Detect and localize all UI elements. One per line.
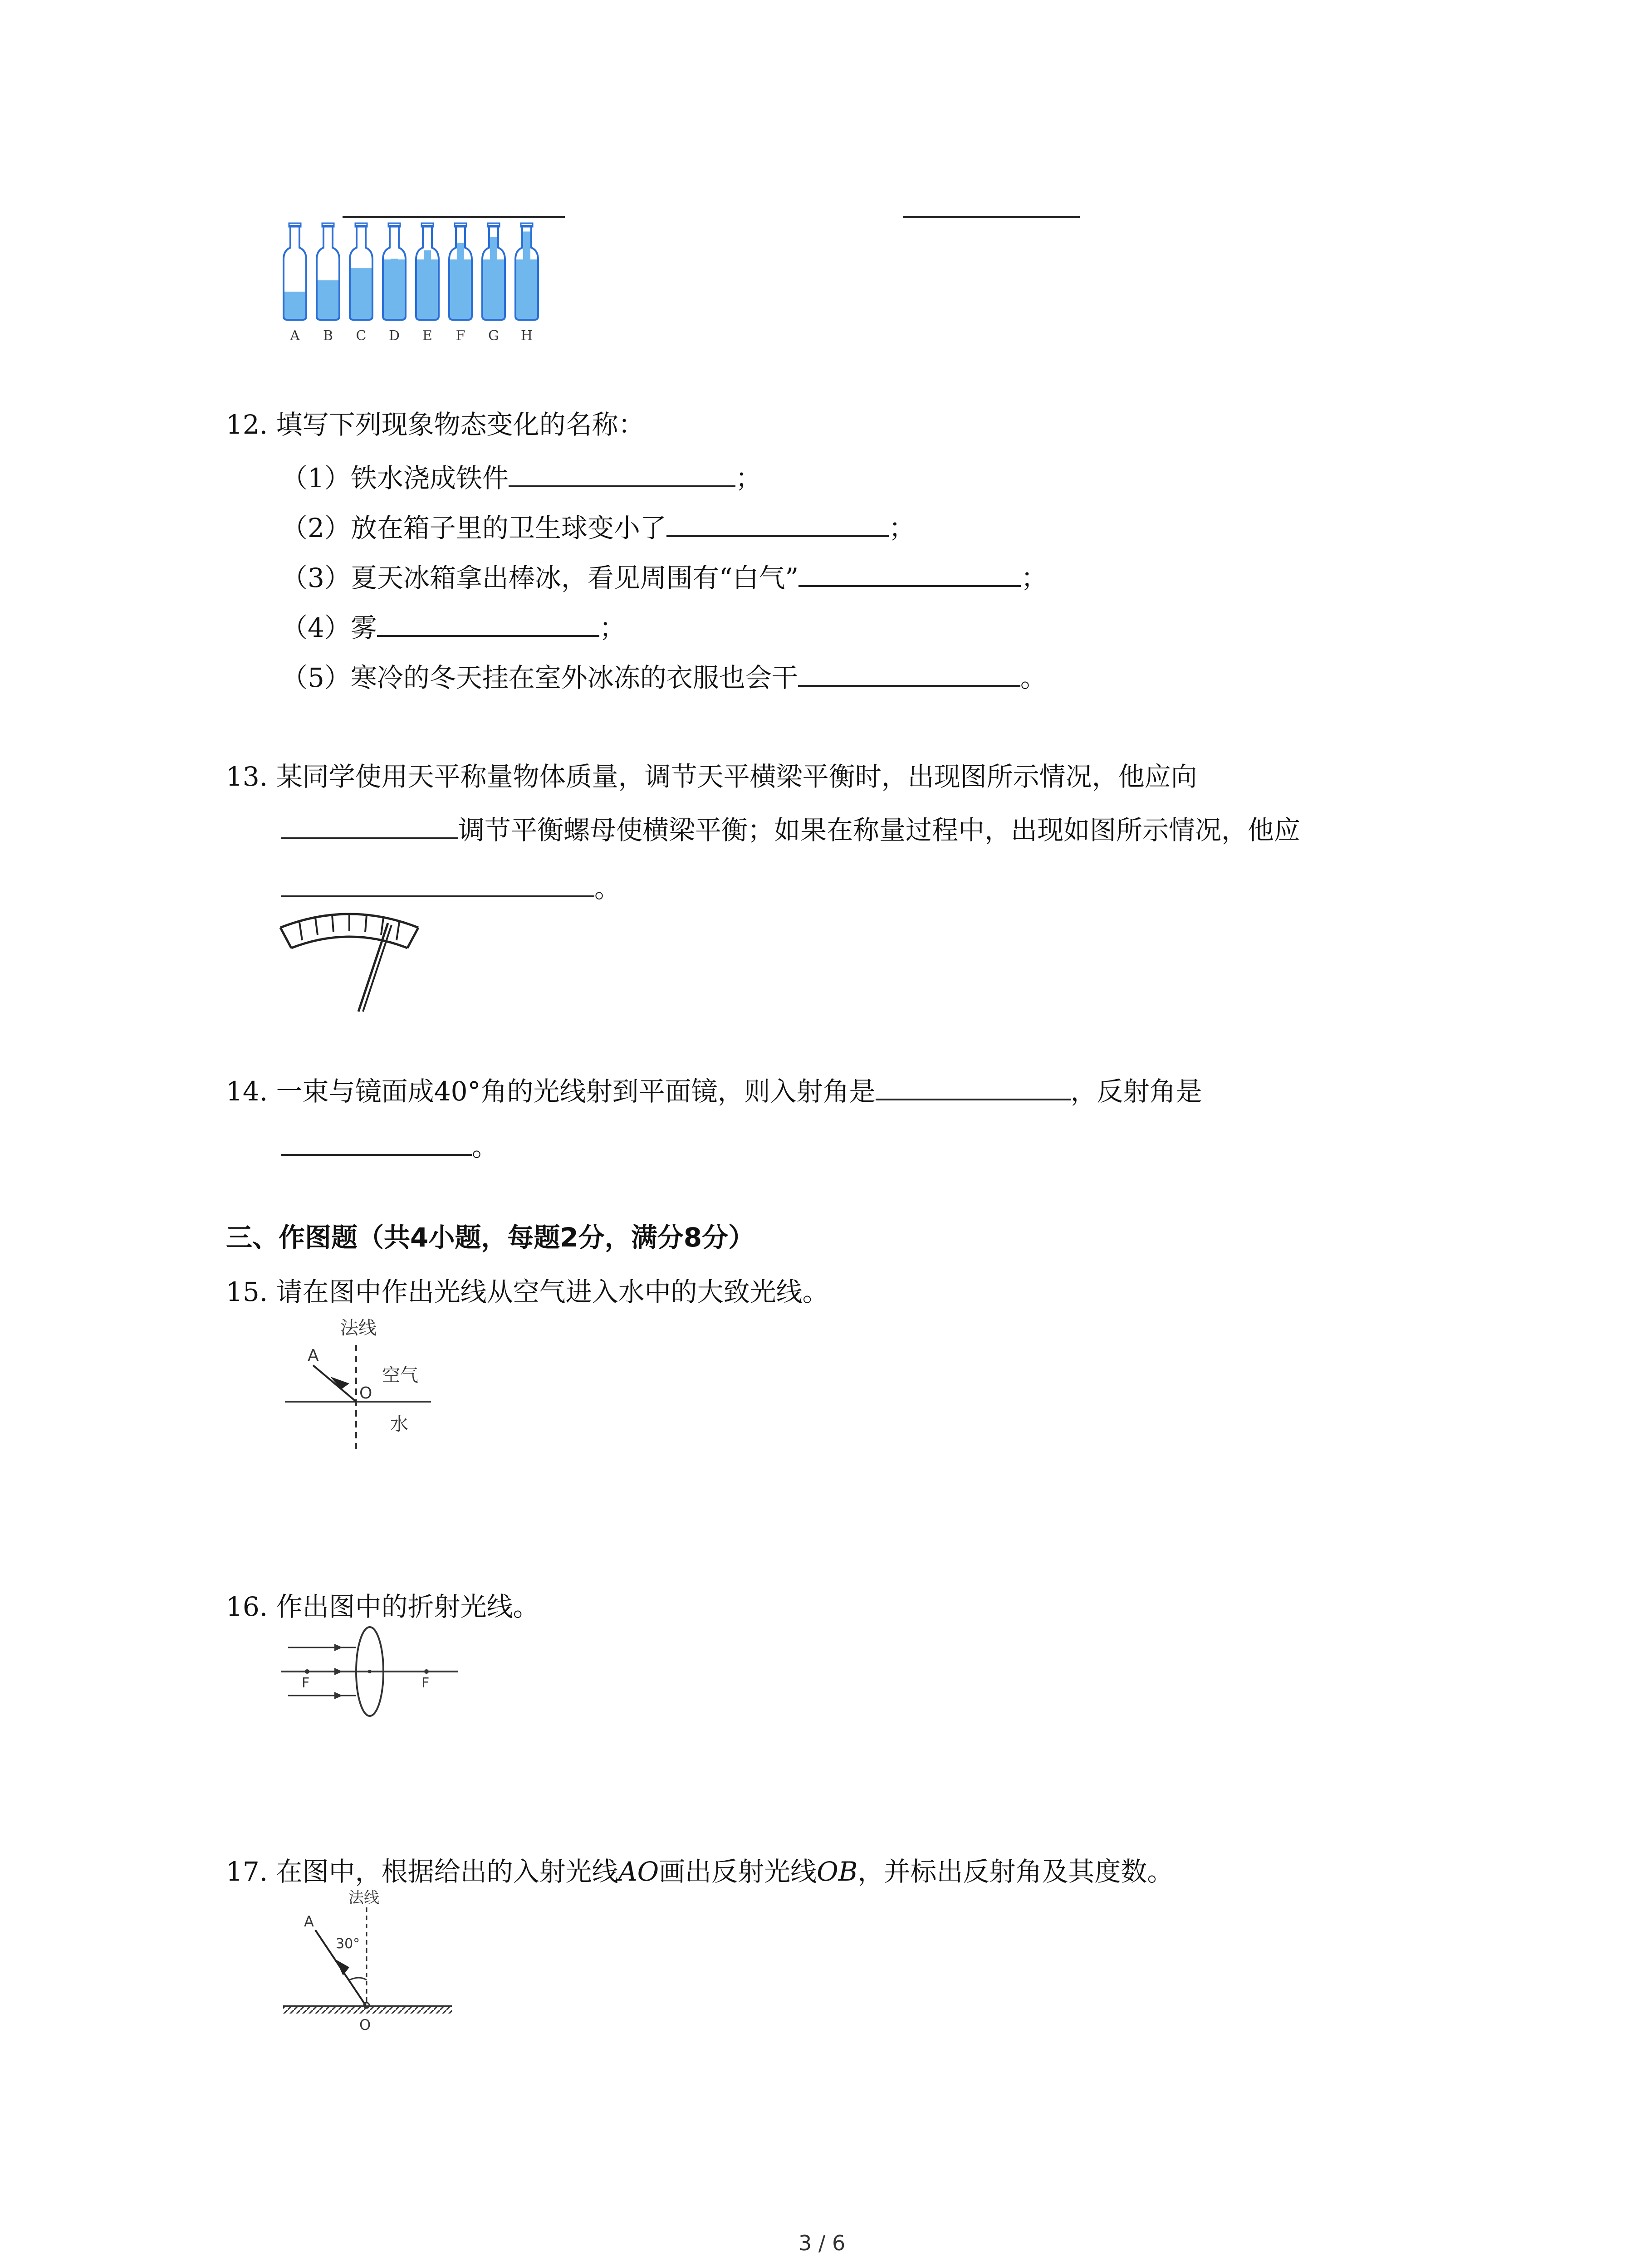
bottle-E: [416, 223, 439, 344]
top-blank-left[interactable]: [343, 191, 565, 218]
bottles-figure: [279, 218, 560, 349]
bottle-water: [516, 259, 537, 319]
q13-line-1: 13. 某同学使用天平称量物体质量，调节天平横梁平衡时，出现图所示情况，他应向: [226, 761, 1197, 792]
q12-item-5-end: 。: [1020, 662, 1047, 693]
q17-ao: AO: [618, 1856, 659, 1887]
q14-line-1: [226, 1073, 1202, 1108]
bottle-water-neck: [523, 231, 530, 260]
bottle-A: [284, 223, 306, 344]
q17-ob: OB: [817, 1856, 858, 1887]
bottle-water: [318, 280, 338, 319]
q13-blank-2[interactable]: [281, 870, 594, 897]
q12-item-3: [281, 560, 1047, 594]
section-3-title: 三、作图题（共4小题，每题2分，满分8分）: [226, 1222, 755, 1253]
q14-line-2: [281, 1129, 498, 1163]
bottle-water: [450, 259, 471, 319]
q12-blank-2[interactable]: [666, 510, 889, 537]
q12-item-3-text: （3）夏天冰箱拿出棒冰，看见周围有“白气”: [281, 562, 799, 593]
bottle-water: [384, 259, 405, 319]
top-blank-right[interactable]: [903, 191, 1080, 218]
q17-text: [226, 1855, 1173, 1888]
q16-text: 16. 作出图中的折射光线。: [226, 1591, 539, 1622]
q13-line-3-end: 。: [594, 873, 621, 904]
q14-text-c: ，反射角是: [1070, 1076, 1202, 1107]
q15-point-o: O: [359, 1384, 372, 1403]
q12-blank-1[interactable]: [509, 460, 735, 487]
q17-angle-label: 30°: [336, 1936, 360, 1952]
bottle-water: [417, 259, 438, 319]
q12-item-2-end: ；: [888, 513, 915, 543]
q12-item-5-text: （5）寒冷的冬天挂在室外冰冻的衣服也会干: [281, 662, 798, 693]
q12-item-3-end: ；: [1021, 562, 1048, 593]
q17-normal-label: 法线: [348, 1889, 379, 1907]
q17-point-o: O: [359, 2016, 371, 2033]
q12-item-4-end: ；: [599, 612, 626, 643]
bottle-water-neck: [391, 259, 398, 260]
q16-lens-figure: [279, 1624, 460, 1724]
q13-line-2-text: 调节平衡螺母使横梁平衡；如果在称量过程中，出现如图所示情况，他应: [458, 815, 1301, 846]
q12-blank-4[interactable]: [377, 610, 599, 637]
page-number: 3 / 6: [798, 2231, 846, 2255]
bottle-water-neck: [424, 250, 431, 260]
bottle-D: [383, 223, 406, 344]
q12-item-1-text: （1）铁水浇成铁件: [281, 463, 509, 494]
bottle-label: G: [488, 328, 499, 344]
q17-point-a: A: [304, 1913, 314, 1930]
bottle-label: E: [422, 328, 432, 344]
bottle-C: [350, 223, 372, 344]
bottle-H: [515, 223, 538, 344]
q12-item-2: [281, 510, 915, 544]
bottle-water: [483, 259, 504, 319]
q12-item-4: [281, 610, 626, 644]
q12-item-1-end: ；: [735, 463, 762, 494]
q14-line-2-end: 。: [472, 1131, 499, 1162]
bottle-label: H: [520, 328, 533, 344]
q13-line-2: [281, 812, 1300, 846]
q12-item-4-text: （4）雾: [281, 612, 377, 643]
q12-item-1: [281, 460, 762, 494]
bottle-water: [351, 268, 372, 319]
bottle-G: [482, 223, 505, 344]
q15-air-label: 空气: [382, 1365, 418, 1386]
bottle-label: C: [356, 328, 367, 344]
q14-blank-1[interactable]: [876, 1073, 1071, 1100]
q14-angle: 40°: [434, 1076, 481, 1107]
q13-blank-1[interactable]: [281, 812, 458, 839]
balance-pointer-figure: [272, 905, 426, 1014]
q14-blank-2[interactable]: [281, 1129, 472, 1156]
q17-reflection-figure: [281, 1889, 454, 2034]
q16-focus-left: F: [302, 1675, 310, 1691]
q16-focus-right: F: [421, 1675, 430, 1691]
q12-blank-5[interactable]: [798, 660, 1020, 687]
bottle-label: B: [323, 328, 333, 344]
bottle-water: [284, 292, 305, 319]
q15-refraction-figure: [281, 1313, 440, 1454]
q17-text-a: 17. 在图中，根据给出的入射光线: [226, 1856, 618, 1887]
bottle-label: A: [290, 328, 300, 344]
bottle-water-neck: [490, 237, 497, 260]
q14-text-b: 角的光线射到平面镜，则入射角是: [480, 1076, 876, 1107]
q17-text-b: 画出反射光线: [659, 1856, 817, 1887]
q14-text-a: 14. 一束与镜面成: [226, 1076, 434, 1107]
q15-text: 15. 请在图中作出光线从空气进入水中的大致光线。: [226, 1276, 829, 1307]
q13-line-3: [281, 870, 621, 904]
bottle-label: D: [388, 328, 400, 344]
q12-title: 12. 填写下列现象物态变化的名称：: [226, 409, 645, 440]
q12-item-5: [281, 660, 1047, 694]
bottle-water-neck: [457, 243, 464, 260]
q15-normal-label: 法线: [340, 1318, 377, 1339]
q17-text-c: ，并标出反射角及其度数。: [857, 1856, 1174, 1887]
q15-water-label: 水: [390, 1414, 408, 1435]
q15-point-a: A: [308, 1346, 319, 1365]
q12-item-2-text: （2）放在箱子里的卫生球变小了: [281, 513, 666, 543]
bottle-label: F: [456, 328, 465, 344]
bottle-F: [449, 223, 472, 344]
q12-blank-3[interactable]: [798, 560, 1021, 587]
bottle-B: [317, 223, 339, 344]
